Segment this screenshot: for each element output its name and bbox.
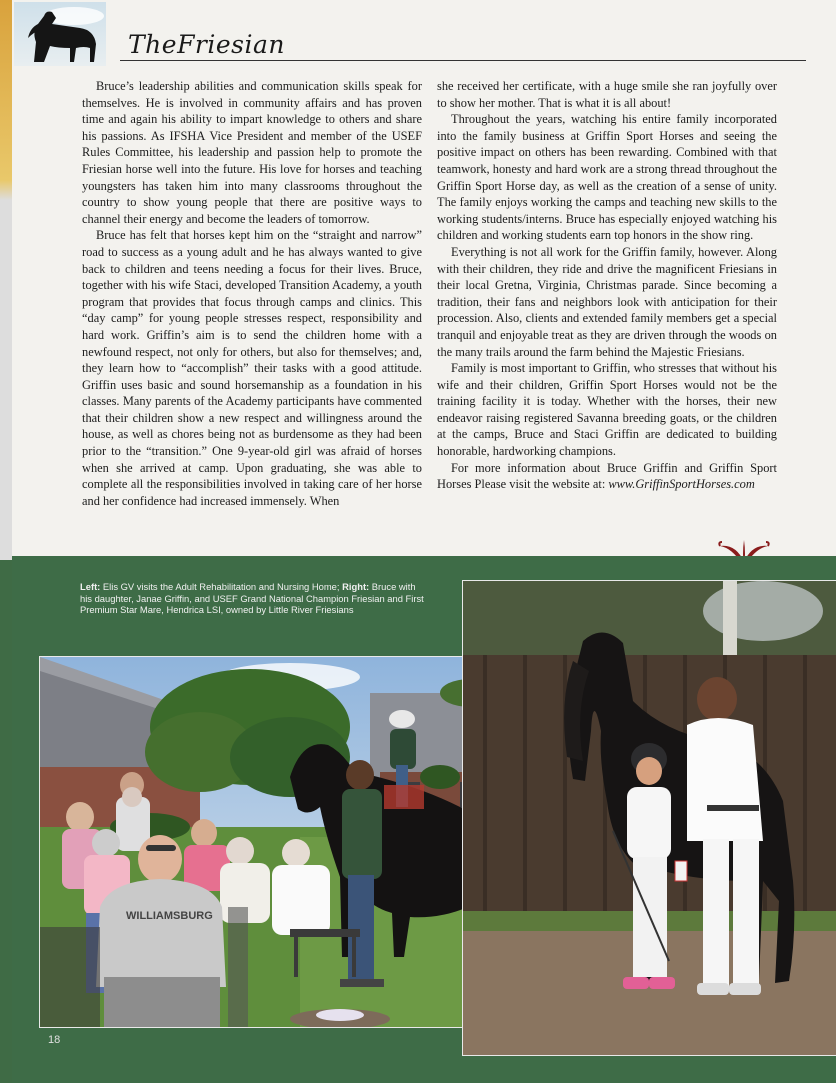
website-link[interactable]: www.GriffinSportHorses.com	[608, 477, 755, 492]
paragraph: Everything is not all work for the Griffin family, however. Along with their children, they ride and drive the magnificent Friesians in their local Gretna, Virginia, Christmas parade. Since becoming a tradition, their fans and neighbors look with anticipation for their procession. Also, clients and extended family members get a special tranquil and enjoyable treat as they are driven through the woods on the many trails around the farm behind the Majestic Friesians.	[437, 244, 777, 359]
horse-logo-icon	[14, 2, 106, 66]
closing-text: For more information about Bruce Griffin and Griffin Sport Horses Please visit the website at:	[437, 460, 777, 492]
paragraph: Throughout the years, watching his entire family incorporated into the family business at Griffin Sport Horses and seeing the positive impact on others has been rewarding. Combined with that teamwork, honesty and hard work are a strong thread throughout the Griffin Sport Horse day, as well as the creation of a sense of unity. The family enjoys working the camps and teaching new skills to the working students/interns. Bruce has especially enjoyed watching his children and working students earn top honors in the show ring.	[437, 112, 777, 243]
page-edge-strip	[0, 0, 12, 1083]
magazine-title: TheFriesian	[128, 30, 285, 59]
photo-bruce-janae-hendrica	[462, 580, 836, 1056]
page-number: 18	[48, 1034, 61, 1046]
article-column-left	[82, 78, 422, 509]
paragraph: Family is most important to Griffin, who stresses that without his wife and their children, Griffin Sport Horses would not be the training facility it is today. Whether with the horses, their new endeavor raising registered Savanna breeding goats, or the children at the camps, Bruce and Staci Griffin are dedicated to building honorable, hardworking champions.	[437, 361, 777, 459]
paragraph: she received her certificate, with a huge smile she ran joyfully over to show her mother. That is what it is all about!	[437, 79, 777, 110]
shirt-text: WILLIAMSBURG	[126, 910, 213, 922]
caption-left-label: Left:	[80, 581, 101, 592]
closing-paragraph	[437, 460, 777, 493]
caption-right-text: Bruce with his daughter, Janae Griffin, and USEF Grand National Champion Friesian and First Premium Star Mare, Hendrica LSI, owned by Little River Friesians	[80, 581, 424, 616]
paragraph: Bruce has felt that horses kept him on the “straight and narrow” road to success as a young adult and he has always wanted to give back to children and teens needing a focus for their lives. Bruce, together with his wife Staci, developed Transition Academy, a youth program that provides that focus through camps and clinics. This “day camp” for young people stresses respect, responsibility and hard work. Griffin’s aim is to send the children home with a newfound respect, not only for others, but also for themselves; and, they learn how to “accomplish” their tasks with a good attitude. Griffin uses basic and sound horsemanship as a foundation in his classes. Many parents of the Academy participants have commented that their children show a new respect and willingness around the house, as well as chores being not as burdensome as they had been prior to the “transition.” One 9-year-old girl was afraid of horses when she arrived at camp. Upon graduating, she was able to complete all the responsibilities involved in taking care of her horse and her confidence had increased immensely. When	[82, 228, 422, 508]
caption-left-text: Elis GV visits the Adult Rehabilitation and Nursing Home;	[102, 581, 340, 592]
caption-right-label: Right:	[342, 581, 370, 592]
photo-caption	[80, 581, 430, 616]
paragraph: Bruce’s leadership abilities and communication skills speak for themselves. He is involved in community affairs and has proven time and again his ability to impart knowledge to others and share his passions. As IFSHA Vice President and member of the USEF Rules Committee, his leadership and passion help to promote the Friesian horse well into the future. His love for horses and teaching youngsters has taken him into many classrooms throughout the country to show young people that there are positive ways to channel their energy and become the leaders of tomorrow.	[82, 79, 422, 226]
article-column-right	[437, 78, 777, 493]
header-rule	[120, 60, 806, 61]
photo-nursing-home-visit	[39, 656, 529, 1028]
